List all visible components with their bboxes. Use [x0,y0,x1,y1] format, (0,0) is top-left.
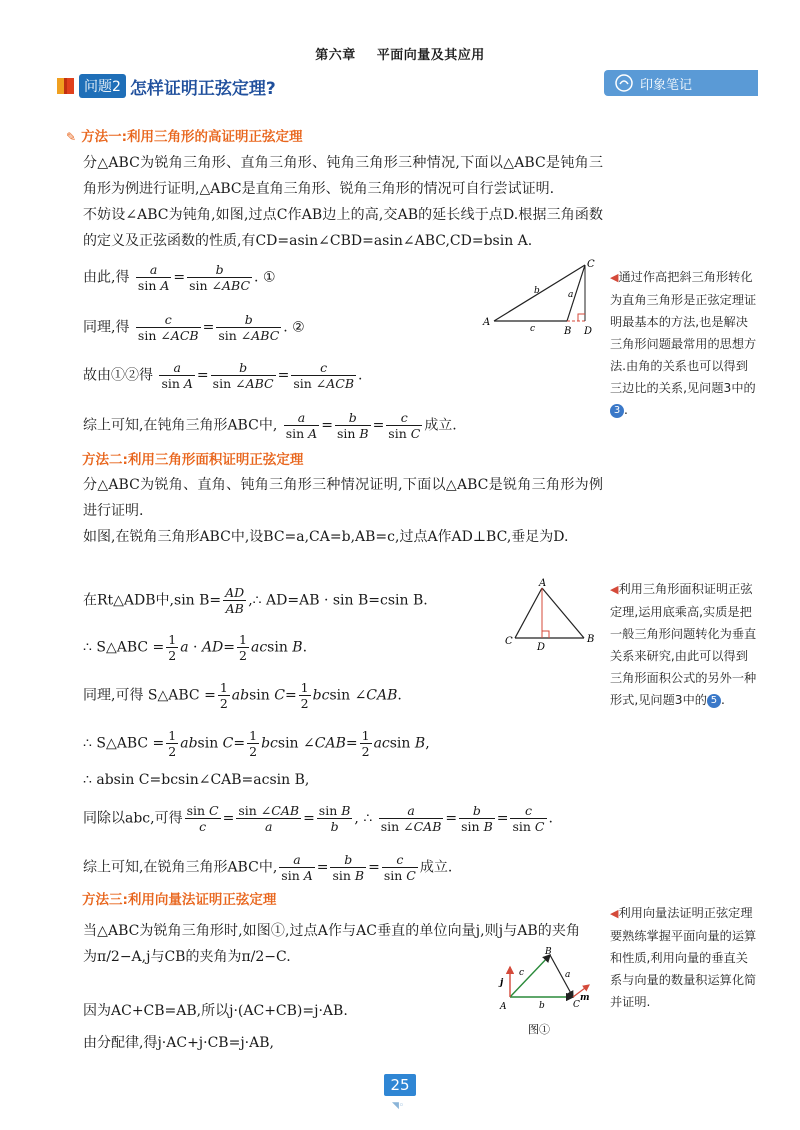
svg-text:B: B [564,326,572,337]
svg-text:b: b [534,286,540,296]
pen-icon: ✎ [66,130,77,144]
method3-line2: 由分配律,得j·AC+j·CB=j·AB, [83,1035,274,1051]
method2-para2: 如图,在锐角三角形ABC中,设BC=a,CA=b,AB=c,过点A作AD⊥BC,垂足为D. [83,529,569,545]
method1-para1: 分△ABC为锐角三角形、直角三角形、钝角三角形三种情况,下面以△ABC是钝角三角形为例进行证明,△ABC是直角三角形、锐角三角形的情况可自行尝试证明. [83,155,603,197]
svg-text:B: B [545,947,552,957]
svg-text:j: j [500,978,504,988]
method2-line5: ∴ absin C=bcsin∠CAB=acsin B, [83,772,310,788]
note-tab [604,70,758,96]
question-label: 问题2 [79,74,126,98]
svg-text:C: C [505,636,513,647]
svg-text:A: A [500,1002,507,1012]
svg-text:a: a [565,970,571,980]
notebook-icon [614,73,634,93]
method1-para2: 不妨设∠ABC为钝角,如图,过点C作AB边上的高,交AB的延长线于点D.根据三角函数的定义及正弦函数的性质,有CD=asin∠CBD=asin∠ABC,CD=bsin A. [83,207,603,249]
svg-text:a: a [568,290,574,300]
svg-text:D: D [537,642,546,653]
method2-title: 方法二:利用三角形面积证明正弦定理 [82,452,304,468]
side-note-2: ◀利用三角形面积证明正弦定理,运用底乘高,实质是把一般三角形问题转化为垂直关系来研究,由此可以得到三角形面积公式的另外一种形式,见问题3中的 5 . [610,582,757,707]
method3-line1: 因为AC+CB=AB,所以j·(AC+CB)=j·AB. [83,1003,348,1019]
method3-title: 方法三:利用向量法证明正弦定理 [82,892,277,908]
method1-heading [66,125,303,145]
method1-title: 方法一:利用三角形的高证明正弦定理 [81,129,303,145]
vector-triangle-figure [495,945,605,1040]
page-number: 25 [384,1074,416,1096]
method2-heading [82,448,303,468]
method2-line6: 同除以abc,可得 $\frac{\text{sin C}}{c}$ = $\frac{\text{sin ∠CAB}}{a}$ = $\frac{\text{sin B}}{b}$ , ∴ $\frac{a}{\text{sin ∠CAB}}$ = $\frac{b}{\text{sin B}}$ = $\frac{c}{\text{sin C}}$ . [83,803,553,834]
svg-text:A: A [539,578,547,589]
chapter-title: 平面向量及其应用 [376,48,485,63]
svg-text:A: A [483,317,491,328]
side-note-1: ◀通过作高把斜三角形转化为直角三角形是正弦定理证明最基本的方法,也是解决三角形问题最常用的思想方法.由角的关系也可以得到三边比的关系,见问题3中的3 . [610,270,757,417]
obtuse-triangle-figure [480,255,605,340]
method2-line1: 在Rt△ADB中,sin B= $\frac{AD}{AB}$ ,∴ AD=AB · sin B=csin B. [83,585,428,616]
figure-caption: 图① [528,1023,550,1036]
svg-text:b: b [539,1001,545,1011]
method2-line7: 综上可知,在锐角三角形ABC中, $\frac{a}{\text{sin A}}$ = $\frac{b}{\text{sin B}}$ = $\frac{c}{\text{sin C}}$ 成立. [83,852,453,883]
method1-line4: 综上可知,在钝角三角形ABC中, $\frac{a}{\text{sin A}}$ = $\frac{b}{\text{sin B}}$ = $\frac{c}{\text{sin C}}$ 成立. [83,410,457,441]
question-title: 怎样证明正弦定理? [129,78,276,99]
book-icon [55,75,77,97]
method1-line2: 同理,得 $\frac{c}{\text{sin ∠ACB}}$ = $\frac{b}{\text{sin ∠ABC}}$ . ② [83,312,305,343]
method2-line3: 同理,可得 S△ABC = $\frac{1}{2}$ absin C= $\frac{1}{2}$ bcsin ∠CAB. [83,680,402,711]
acute-triangle-figure [500,578,600,658]
svg-text:D: D [584,326,593,337]
footer-decoration-icon: ◥◦ [392,1101,405,1111]
svg-text:c: c [530,324,536,334]
method3-heading [82,888,276,908]
svg-text:C: C [587,259,595,270]
svg-text:C: C [573,1000,580,1010]
method1-line3: 故由①②得 $\frac{a}{\text{sin A}}$ = $\frac{b}{\text{sin ∠ABC}}$ = $\frac{c}{\text{sin ∠ACB}}$ . [83,360,363,391]
svg-text:B: B [587,634,595,645]
question-bar [55,73,276,99]
method2-line2: ∴ S△ABC = $\frac{1}{2}$ a · AD= $\frac{1}{2}$ acsin B. [83,632,308,663]
method2-para1: 分△ABC为锐角、直角、钝角三角形三种情况证明,下面以△ABC是锐角三角形为例进行证明. [83,477,603,519]
side-arrow-icon: ◀ [610,271,619,284]
page-header [0,44,800,63]
ref-circle-5: 5 [707,694,721,708]
side-arrow-icon: ◀ [610,583,619,596]
ref-circle-3: 3 [610,404,624,418]
side-arrow-icon: ◀ [610,907,619,920]
side-note-3: ◀利用向量法证明正弦定理要熟练掌握平面向量的运算和性质,利用向量的垂直关系与向量的数量积运算化简并证明. [610,906,757,1009]
svg-text:m: m [580,993,590,1003]
svg-text:c: c [519,968,525,978]
note-tab-label: 印象笔记 [640,77,693,93]
method2-line4: ∴ S△ABC = $\frac{1}{2}$ absin C= $\frac{1}{2}$ bcsin ∠CAB= $\frac{1}{2}$ acsin B, [83,728,430,759]
chapter-label: 第六章 [315,48,356,63]
method3-para1: 当△ABC为锐角三角形时,如图①,过点A作与AC垂直的单位向量j,则j与AB的夹角为π/2−A,j与CB的夹角为π/2−C. [83,923,580,965]
method1-line1: 由此,得 $\frac{a}{\text{sin A}}$ = $\frac{b}{\text{sin ∠ABC}}$ . ① [83,262,276,293]
